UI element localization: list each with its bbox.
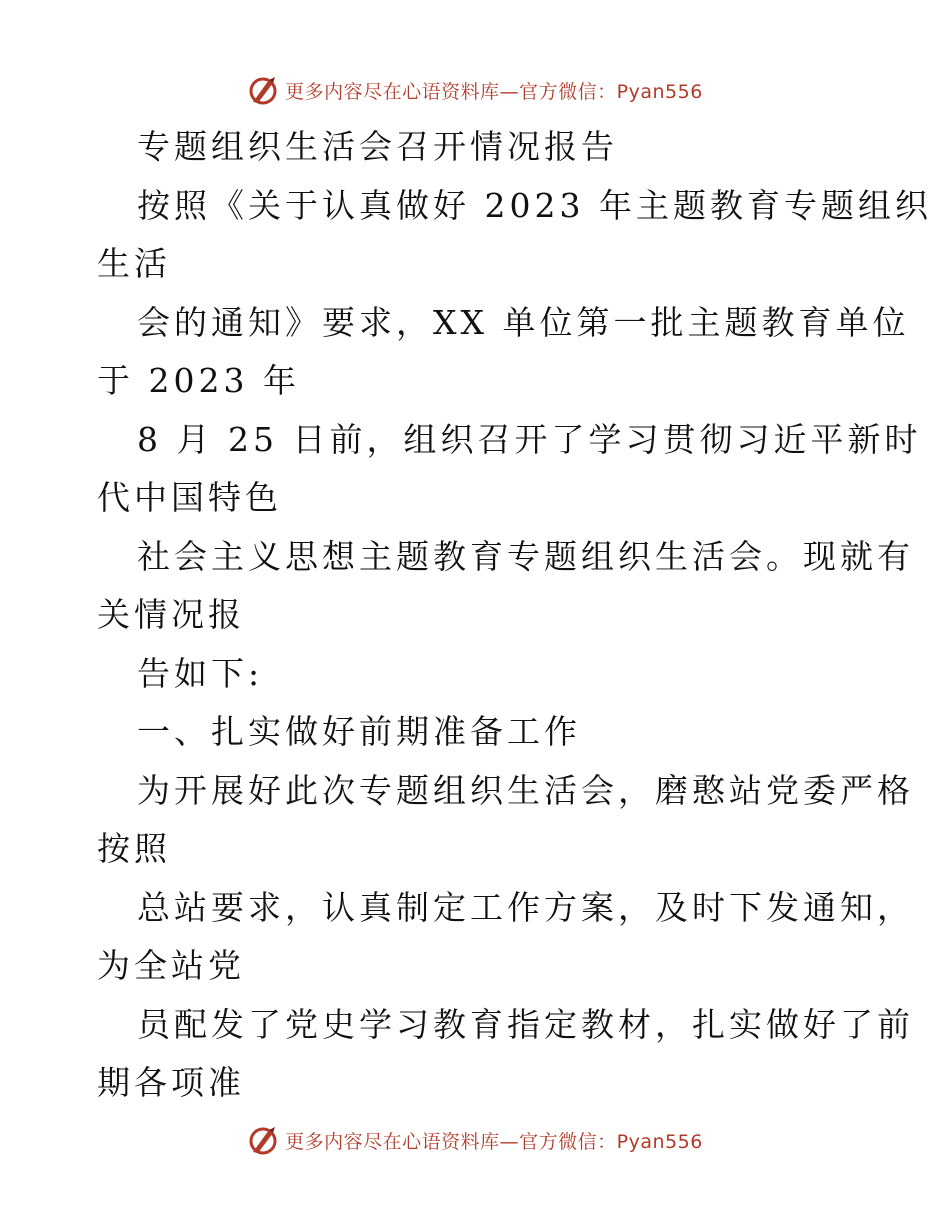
text-line: 一、扎实做好前期准备工作 — [137, 712, 581, 751]
text-line: 员配发了党史学习教育指定教材，扎实做好了前 — [137, 1004, 914, 1044]
document-body — [97, 118, 932, 1113]
quill-pen-logo-icon — [247, 1124, 279, 1156]
text-line: 按照《关于认真做好 2023 年主题教育专题组织 — [137, 185, 932, 225]
watermark-text: 更多内容尽在心语资料库—官方微信：Pyan556 — [285, 80, 703, 103]
text-line: 代中国特色 — [97, 478, 282, 517]
text-line: 于 2023 年 — [97, 361, 300, 400]
text-line: 关情况报 — [97, 595, 245, 634]
text-line: 期各项准 — [97, 1063, 245, 1102]
text-line: 告如下: — [137, 653, 264, 693]
text-line: 生活 — [97, 244, 171, 283]
watermark-footer — [0, 1120, 950, 1160]
text-line: 总站要求，认真制定工作方案，及时下发通知， — [137, 887, 914, 927]
quill-pen-logo-icon — [247, 74, 279, 106]
text-line: 按照 — [97, 829, 171, 868]
watermark-text: 更多内容尽在心语资料库—官方微信：Pyan556 — [285, 1130, 703, 1153]
text-line: 会的通知》要求，XX 单位第一批主题教育单位 — [137, 302, 910, 342]
text-line: 8 月 25 日前，组织召开了学习贯彻习近平新时 — [137, 419, 922, 459]
text-line: 为开展好此次专题组织生活会，磨憨站党委严格 — [137, 770, 914, 810]
text-line: 为全站党 — [97, 946, 245, 985]
text-line: 社会主义思想主题教育专题组织生活会。现就有 — [137, 536, 914, 576]
text-line: 专题组织生活会召开情况报告 — [137, 127, 618, 166]
watermark-header — [0, 70, 950, 110]
